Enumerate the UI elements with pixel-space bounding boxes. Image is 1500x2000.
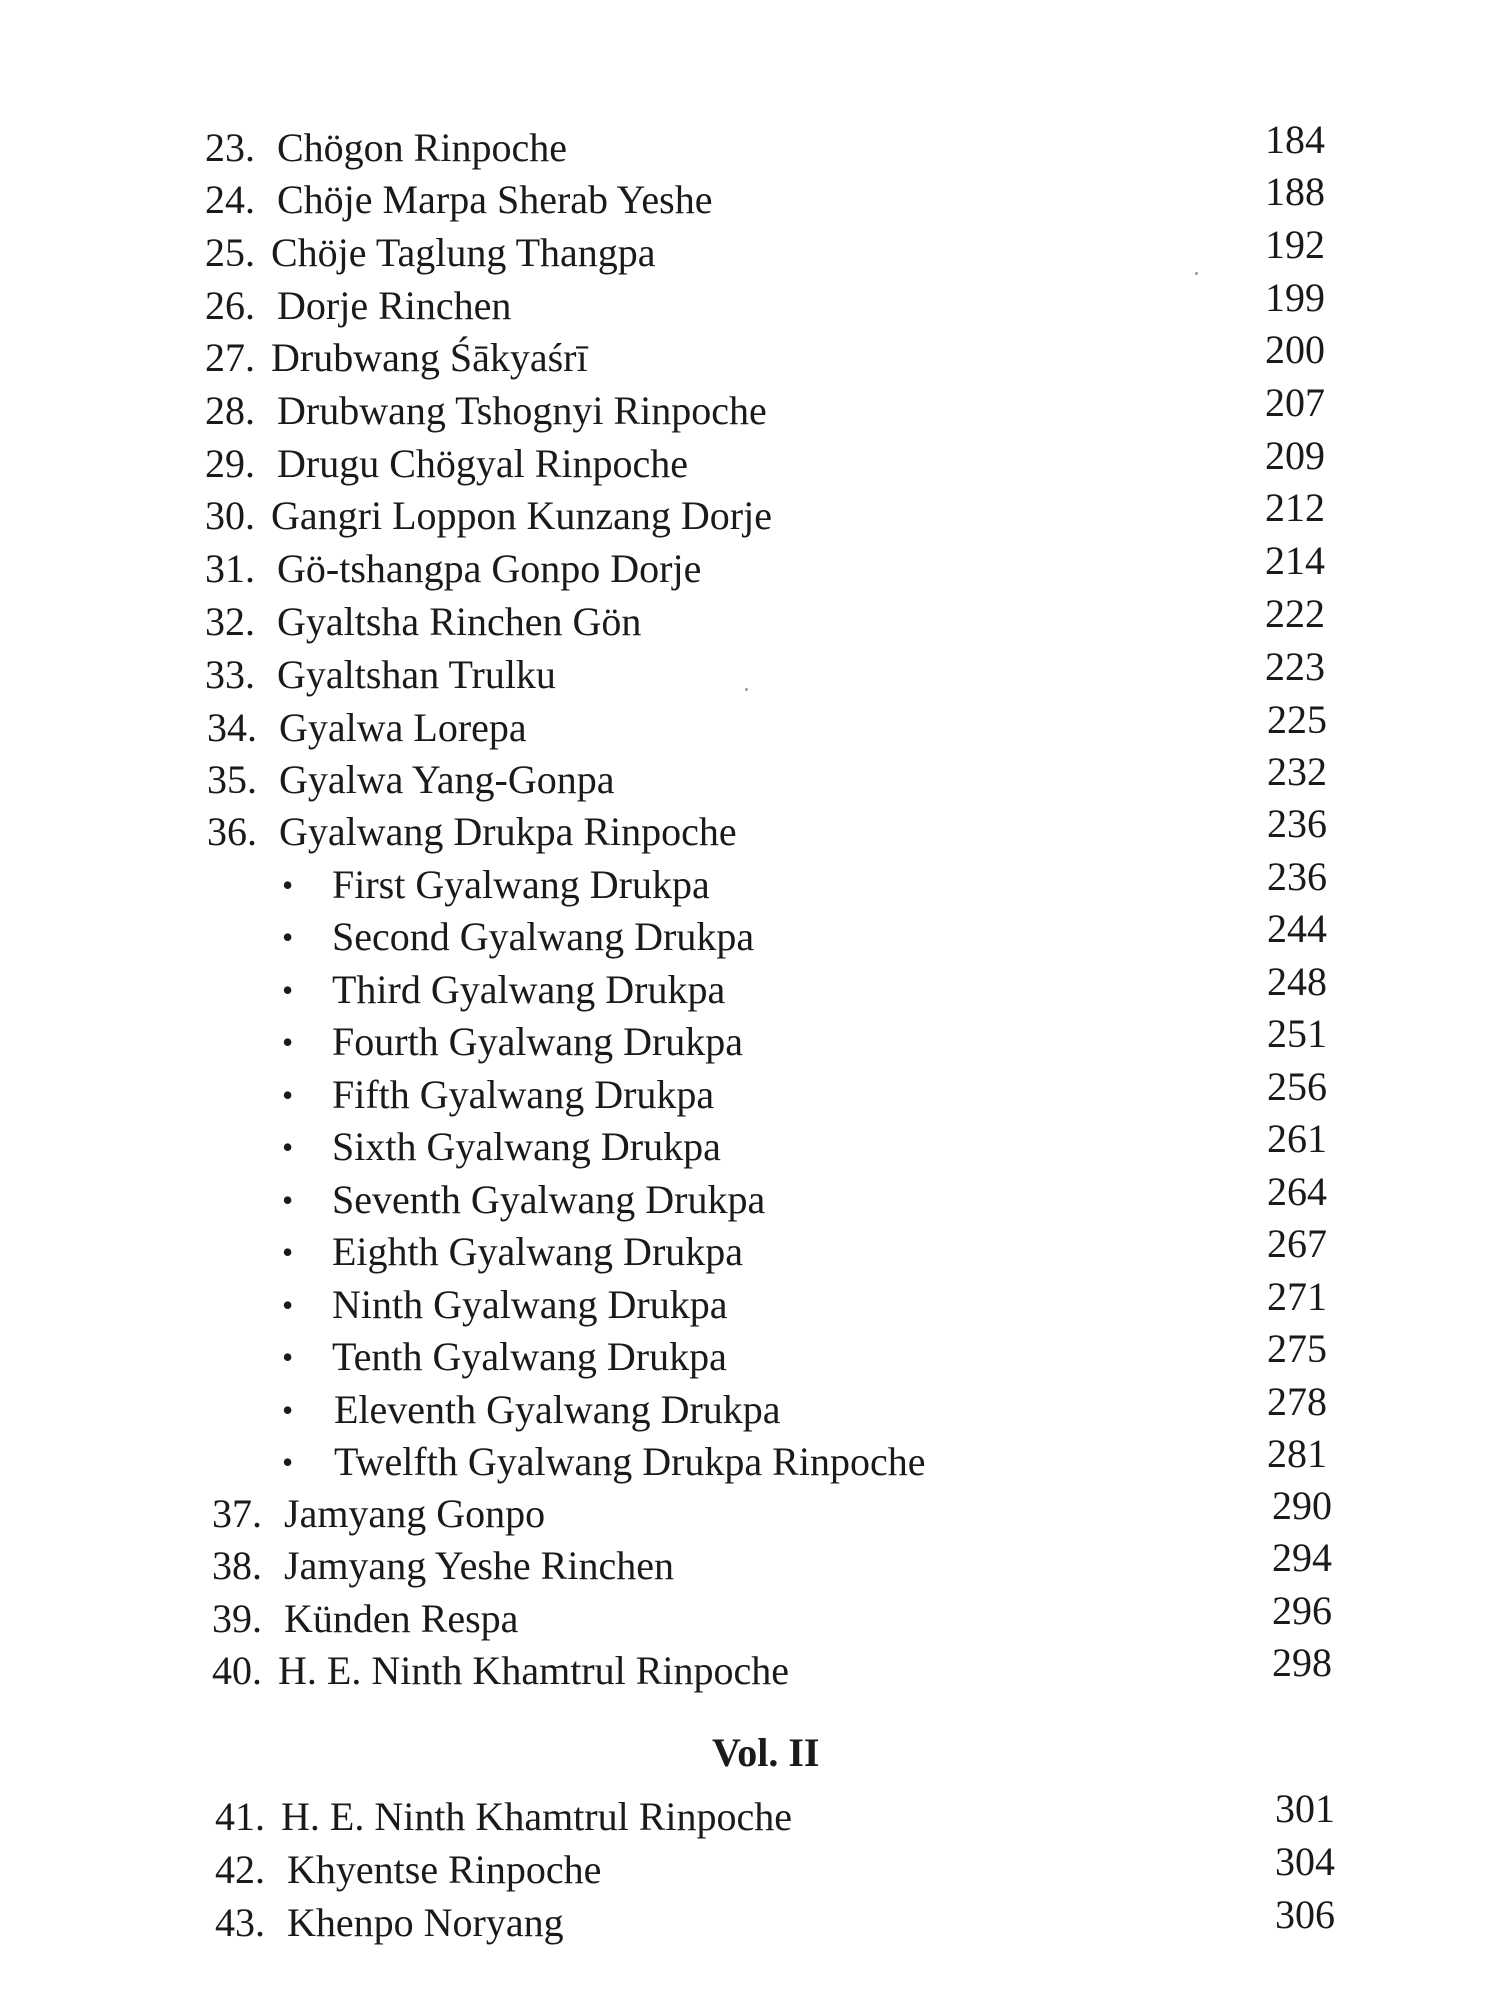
toc-entry	[205, 275, 1325, 332]
toc-subentry	[282, 1169, 1327, 1226]
toc-entry	[207, 697, 1327, 754]
volume-heading: Vol. II	[712, 1730, 820, 1775]
subentry-title: Tenth Gyalwang Drukpa	[332, 1334, 727, 1379]
toc-entry	[212, 1535, 1332, 1592]
subentry-title: Third Gyalwang Drukpa	[332, 967, 726, 1012]
entry-title: Jamyang Gonpo	[284, 1491, 546, 1536]
entry-title: Künden Respa	[284, 1596, 519, 1641]
entry-page: 306	[1275, 1892, 1335, 1937]
entry-number: 23.	[205, 125, 255, 170]
entry-page: 184	[1265, 117, 1325, 162]
bullet-icon: •	[282, 919, 294, 955]
entry-title: Dorje Rinchen	[277, 283, 512, 328]
entry-number: 26.	[205, 283, 255, 328]
entry-page: 199	[1265, 275, 1325, 320]
subentry-page: 248	[1267, 959, 1327, 1004]
subentry-page: 267	[1267, 1221, 1327, 1266]
subentry-page: 281	[1267, 1431, 1327, 1476]
toc-entry	[215, 1892, 1335, 1949]
subentry-title: Fifth Gyalwang Drukpa	[332, 1072, 715, 1117]
entry-page: 296	[1272, 1588, 1332, 1633]
toc-subentry	[282, 1274, 1327, 1331]
entry-page: 214	[1265, 538, 1325, 583]
entry-page: 225	[1267, 697, 1327, 742]
subentry-page: 236	[1267, 854, 1327, 899]
entry-title: H. E. Ninth Khamtrul Rinpoche	[278, 1648, 790, 1693]
entry-title: Chögon Rinpoche	[277, 125, 567, 170]
toc-entry	[205, 117, 1325, 174]
entry-number: 37.	[212, 1491, 262, 1536]
entry-page: 188	[1265, 169, 1325, 214]
subentry-page: 251	[1267, 1011, 1327, 1056]
entry-page: 294	[1272, 1535, 1332, 1580]
entry-title: Drugu Chögyal Rinpoche	[277, 441, 689, 486]
toc-entry	[215, 1839, 1335, 1896]
entry-title: Gangri Loppon Kunzang Dorje	[271, 493, 772, 538]
entry-title: Gö-tshangpa Gonpo Dorje	[277, 546, 702, 591]
entry-number: 35.	[207, 757, 257, 802]
entry-number: 30.	[205, 493, 255, 538]
entry-number: 43.	[215, 1900, 265, 1945]
entry-number: 41.	[215, 1794, 265, 1839]
entry-title: Drubwang Śākyaśrī	[271, 335, 588, 380]
subentry-title: Fourth Gyalwang Drukpa	[332, 1019, 744, 1064]
entry-page: 207	[1265, 380, 1325, 425]
subentry-title: First Gyalwang Drukpa	[332, 862, 710, 907]
subentry-page: 261	[1267, 1116, 1327, 1161]
bullet-icon: •	[282, 1339, 294, 1375]
bullet-icon: •	[282, 1129, 294, 1165]
toc-entry	[215, 1786, 1335, 1843]
toc-entry	[207, 801, 1327, 858]
toc-subentry	[282, 854, 1327, 911]
entry-page: 192	[1265, 222, 1325, 267]
subentry-page: 264	[1267, 1169, 1327, 1214]
toc-entry	[205, 644, 1325, 701]
toc-subentry	[282, 1011, 1327, 1068]
entry-title: Chöje Marpa Sherab Yeshe	[277, 177, 713, 222]
subentry-title: Eighth Gyalwang Drukpa	[332, 1229, 744, 1274]
entry-number: 36.	[207, 809, 257, 854]
toc-entry	[212, 1640, 1332, 1697]
entry-title: Gyalwa Lorepa	[279, 705, 527, 750]
entry-title: Gyaltsha Rinchen Gön	[277, 599, 642, 644]
entry-title: Jamyang Yeshe Rinchen	[284, 1543, 674, 1588]
entry-page: 223	[1265, 644, 1325, 689]
entry-page: 212	[1265, 485, 1325, 530]
toc-subentry	[282, 1326, 1327, 1383]
entry-title: H. E. Ninth Khamtrul Rinpoche	[281, 1794, 793, 1839]
entry-title: Khyentse Rinpoche	[287, 1847, 602, 1892]
subentry-page: 244	[1267, 906, 1327, 951]
subentry-title: Ninth Gyalwang Drukpa	[332, 1282, 728, 1327]
entry-title: Khenpo Noryang	[287, 1900, 564, 1945]
toc-entry	[205, 485, 1325, 542]
entry-number: 38.	[212, 1543, 262, 1588]
paper-speck	[745, 688, 748, 691]
entry-number: 32.	[205, 599, 255, 644]
toc-entry	[205, 327, 1325, 384]
entry-title: Drubwang Tshognyi Rinpoche	[277, 388, 767, 433]
entry-page: 301	[1275, 1786, 1335, 1831]
bullet-icon: •	[282, 972, 294, 1008]
subentry-page: 275	[1267, 1326, 1327, 1371]
subentry-title: Seventh Gyalwang Drukpa	[332, 1177, 766, 1222]
entry-number: 29.	[205, 441, 255, 486]
toc-entry	[205, 380, 1325, 437]
bullet-icon: •	[282, 1182, 294, 1218]
toc-subentry	[282, 906, 1327, 963]
toc-entry	[205, 538, 1325, 595]
bullet-icon: •	[282, 1077, 294, 1113]
toc-entry	[212, 1588, 1332, 1645]
bullet-icon: •	[282, 1024, 294, 1060]
bullet-icon: •	[282, 1287, 294, 1323]
toc-subentry	[282, 1221, 1327, 1278]
toc-entry	[205, 433, 1325, 490]
entry-number: 28.	[205, 388, 255, 433]
toc-subentry	[282, 1064, 1327, 1121]
entry-page: 232	[1267, 749, 1327, 794]
toc-entry	[205, 169, 1325, 226]
entry-number: 34.	[207, 705, 257, 750]
entry-page: 200	[1265, 327, 1325, 372]
toc-subentry	[282, 959, 1327, 1016]
toc-subentry	[282, 1379, 1327, 1436]
entry-page: 222	[1265, 591, 1325, 636]
toc-entry	[207, 749, 1327, 806]
bullet-icon: •	[282, 1392, 294, 1428]
entry-page: 209	[1265, 433, 1325, 478]
bullet-icon: •	[282, 1444, 294, 1480]
bullet-icon: •	[282, 867, 294, 903]
entry-title: Gyaltshan Trulku	[277, 652, 556, 697]
subentry-page: 278	[1267, 1379, 1327, 1424]
toc-subentry	[282, 1116, 1327, 1173]
paper-speck	[1195, 272, 1198, 275]
bullet-icon: •	[282, 1234, 294, 1270]
entry-number: 33.	[205, 652, 255, 697]
entry-page: 304	[1275, 1839, 1335, 1884]
entry-number: 39.	[212, 1596, 262, 1641]
entry-page: 298	[1272, 1640, 1332, 1685]
subentry-title: Eleventh Gyalwang Drukpa	[334, 1387, 781, 1432]
entry-number: 31.	[205, 546, 255, 591]
entry-number: 25.	[205, 230, 255, 275]
subentry-title: Second Gyalwang Drukpa	[332, 914, 755, 959]
toc-entry	[212, 1483, 1332, 1540]
entry-title: Gyalwang Drukpa Rinpoche	[279, 809, 737, 854]
entry-title: Gyalwa Yang-Gonpa	[279, 757, 615, 802]
entry-number: 42.	[215, 1847, 265, 1892]
entry-page: 290	[1272, 1483, 1332, 1528]
subentry-page: 256	[1267, 1064, 1327, 1109]
toc-entry	[205, 222, 1325, 279]
subentry-title: Twelfth Gyalwang Drukpa Rinpoche	[334, 1439, 926, 1484]
entry-number: 27.	[205, 335, 255, 380]
entry-number: 24.	[205, 177, 255, 222]
toc-subentry	[282, 1431, 1327, 1488]
entry-title: Chöje Taglung Thangpa	[271, 230, 656, 275]
subentry-page: 271	[1267, 1274, 1327, 1319]
toc-entry	[205, 591, 1325, 648]
entry-number: 40.	[212, 1648, 262, 1693]
entry-page: 236	[1267, 801, 1327, 846]
subentry-title: Sixth Gyalwang Drukpa	[332, 1124, 721, 1169]
